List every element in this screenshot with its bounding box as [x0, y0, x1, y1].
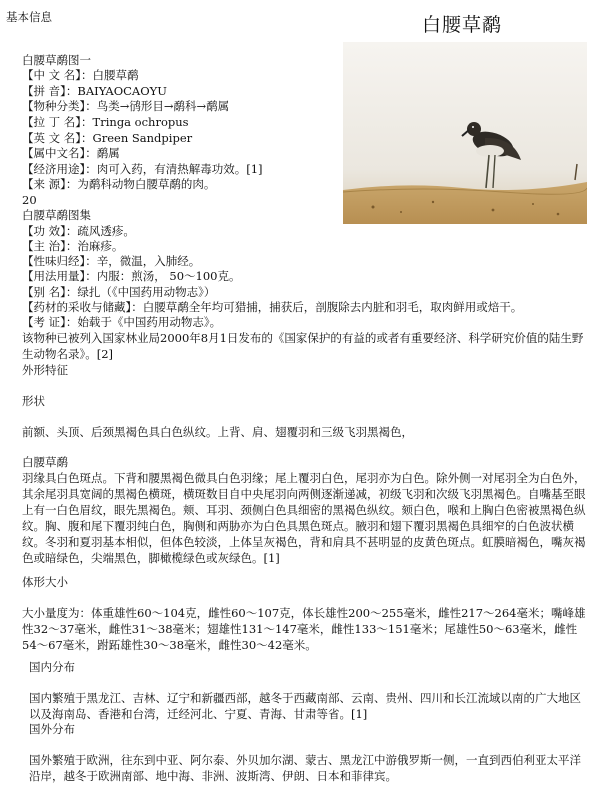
foreign-text: 国外繁殖于欧洲，往东到中亚、阿尔泰、外贝加尔湖、蒙古、黑龙江中游俄罗斯一侧，一直到西伯利亚太平洋沿岸，越冬于欧洲南部、地中海、非洲、波斯湾、伊朗、日本和菲律宾。: [29, 753, 581, 783]
field-dosage: 【用法用量】：内服：煎汤， 50～100克。: [22, 269, 241, 283]
field-verification: 【考 证】：始载于《中国药用动物志》。: [22, 315, 222, 329]
size-text: 大小量度为：体重雄性60～104克，雌性60～107克，体长雄性200～255毫米，雌性217～264毫米；嘴峰雄性32～37毫米，雌性31～38毫米；翅雄性131～147毫米，雌性133～151毫米；尾雄性50～63毫米，雌性54～67毫米，跗跖雄性30～38毫米，雌性30～42毫米。: [22, 606, 586, 652]
domestic-text: 国内繁殖于黑龙江、吉林、辽宁和新疆西部，越冬于西藏南部、云南、贵州、四川和长江流域以南的广大地区以及海南岛、香港和台湾，迁经河北、宁夏、青海、甘肃等省。[1]: [29, 691, 581, 721]
field-chinese-name: 【中 文 名】：白腰草鹬: [22, 68, 139, 82]
field-economic-use: 【经济用途】：肉可入药，有清热解毒功效。[1]: [22, 162, 263, 176]
field-harvest-storage: 【药材的采收与储藏】：白腰草鹬全年均可猎捕，捕获后，剖腹除去内脏和羽毛，取肉鲜用或焙干。: [22, 300, 523, 314]
field-alias: 【别 名】：绿扎（《中国药用动物志》）: [22, 285, 216, 299]
page-title: 白腰草鹬: [422, 14, 503, 36]
section-label: 基本信息: [6, 10, 52, 24]
gallery-caption-2[interactable]: 白腰草鹬图集: [22, 208, 91, 222]
shape-heading: 形状: [22, 394, 45, 408]
field-classification: 【物种分类】：鸟类→鸻形目→鹬科→鹬属: [22, 99, 230, 113]
field-latin-name: 【拉 丁 名】：Tringa ochropus: [22, 115, 189, 129]
green-sandpiper-image: [343, 42, 587, 224]
field-effect: 【功 效】：疏风透疹。: [22, 224, 135, 238]
field-indication: 【主 治】：治麻疹。: [22, 239, 124, 253]
field-pinyin: 【拼 音】：BAIYAOCAOYU: [22, 84, 167, 98]
foreign-heading: 国外分布: [29, 722, 75, 736]
morphology-line1: 前额、头顶、后颈黑褐色具白色纵纹。上背、肩、翅覆羽和三级飞羽黑褐色，: [22, 425, 413, 439]
protection-note: 该物种已被列入国家林业局2000年8月1日发布的《国家保护的有益的或者有重要经济、科学研究价值的陆生野生动物名录》。[2]: [22, 331, 584, 361]
field-nature: 【性味归经】：辛，微温，入肺经。: [22, 254, 201, 268]
morphology-name: 白腰草鹬: [22, 455, 68, 469]
field-source: 【来 源】：为鹬科动物白腰草鹬的肉。: [22, 177, 216, 191]
gallery-caption-1[interactable]: 白腰草鹬图一: [22, 53, 91, 67]
domestic-heading: 国内分布: [29, 660, 75, 674]
morphology-heading: 外形特征: [22, 363, 68, 377]
field-genus: 【属中文名】：鹬属: [22, 146, 120, 160]
number-line: 20: [22, 193, 37, 207]
field-english-name: 【英 文 名】：Green Sandpiper: [22, 131, 193, 145]
size-heading: 体形大小: [22, 575, 68, 589]
bird-photo[interactable]: [343, 42, 587, 224]
morphology-body: 羽缘具白色斑点。下背和腰黑褐色微具白色羽缘；尾上覆羽白色，尾羽亦为白色。除外侧一对尾羽全为白色外，其余尾羽具宽阔的黑褐色横斑，横斑数目自中央尾羽向两侧逐渐递减，初级飞羽和次级飞羽黑褐色。自嘴基至眼上有一白色眉纹，眼先黑褐色。颊、耳羽、颈侧白色具细密的黑褐色纵纹。颏白色，喉和上胸白色密被黑褐色纵纹。胸、腹和尾下覆羽纯白色，胸侧和两胁亦为白色具黑色斑点。腋羽和翅下覆羽黑褐色具细窄的白色波状横纹。冬羽和夏羽基本相似，但体色较淡，上体呈灰褐色，背和肩具不甚明显的皮黄色斑点。虹膜暗褐色，嘴灰褐色或暗绿色，尖端黑色，脚橄榄绿色或灰绿色。[1]: [22, 471, 586, 565]
